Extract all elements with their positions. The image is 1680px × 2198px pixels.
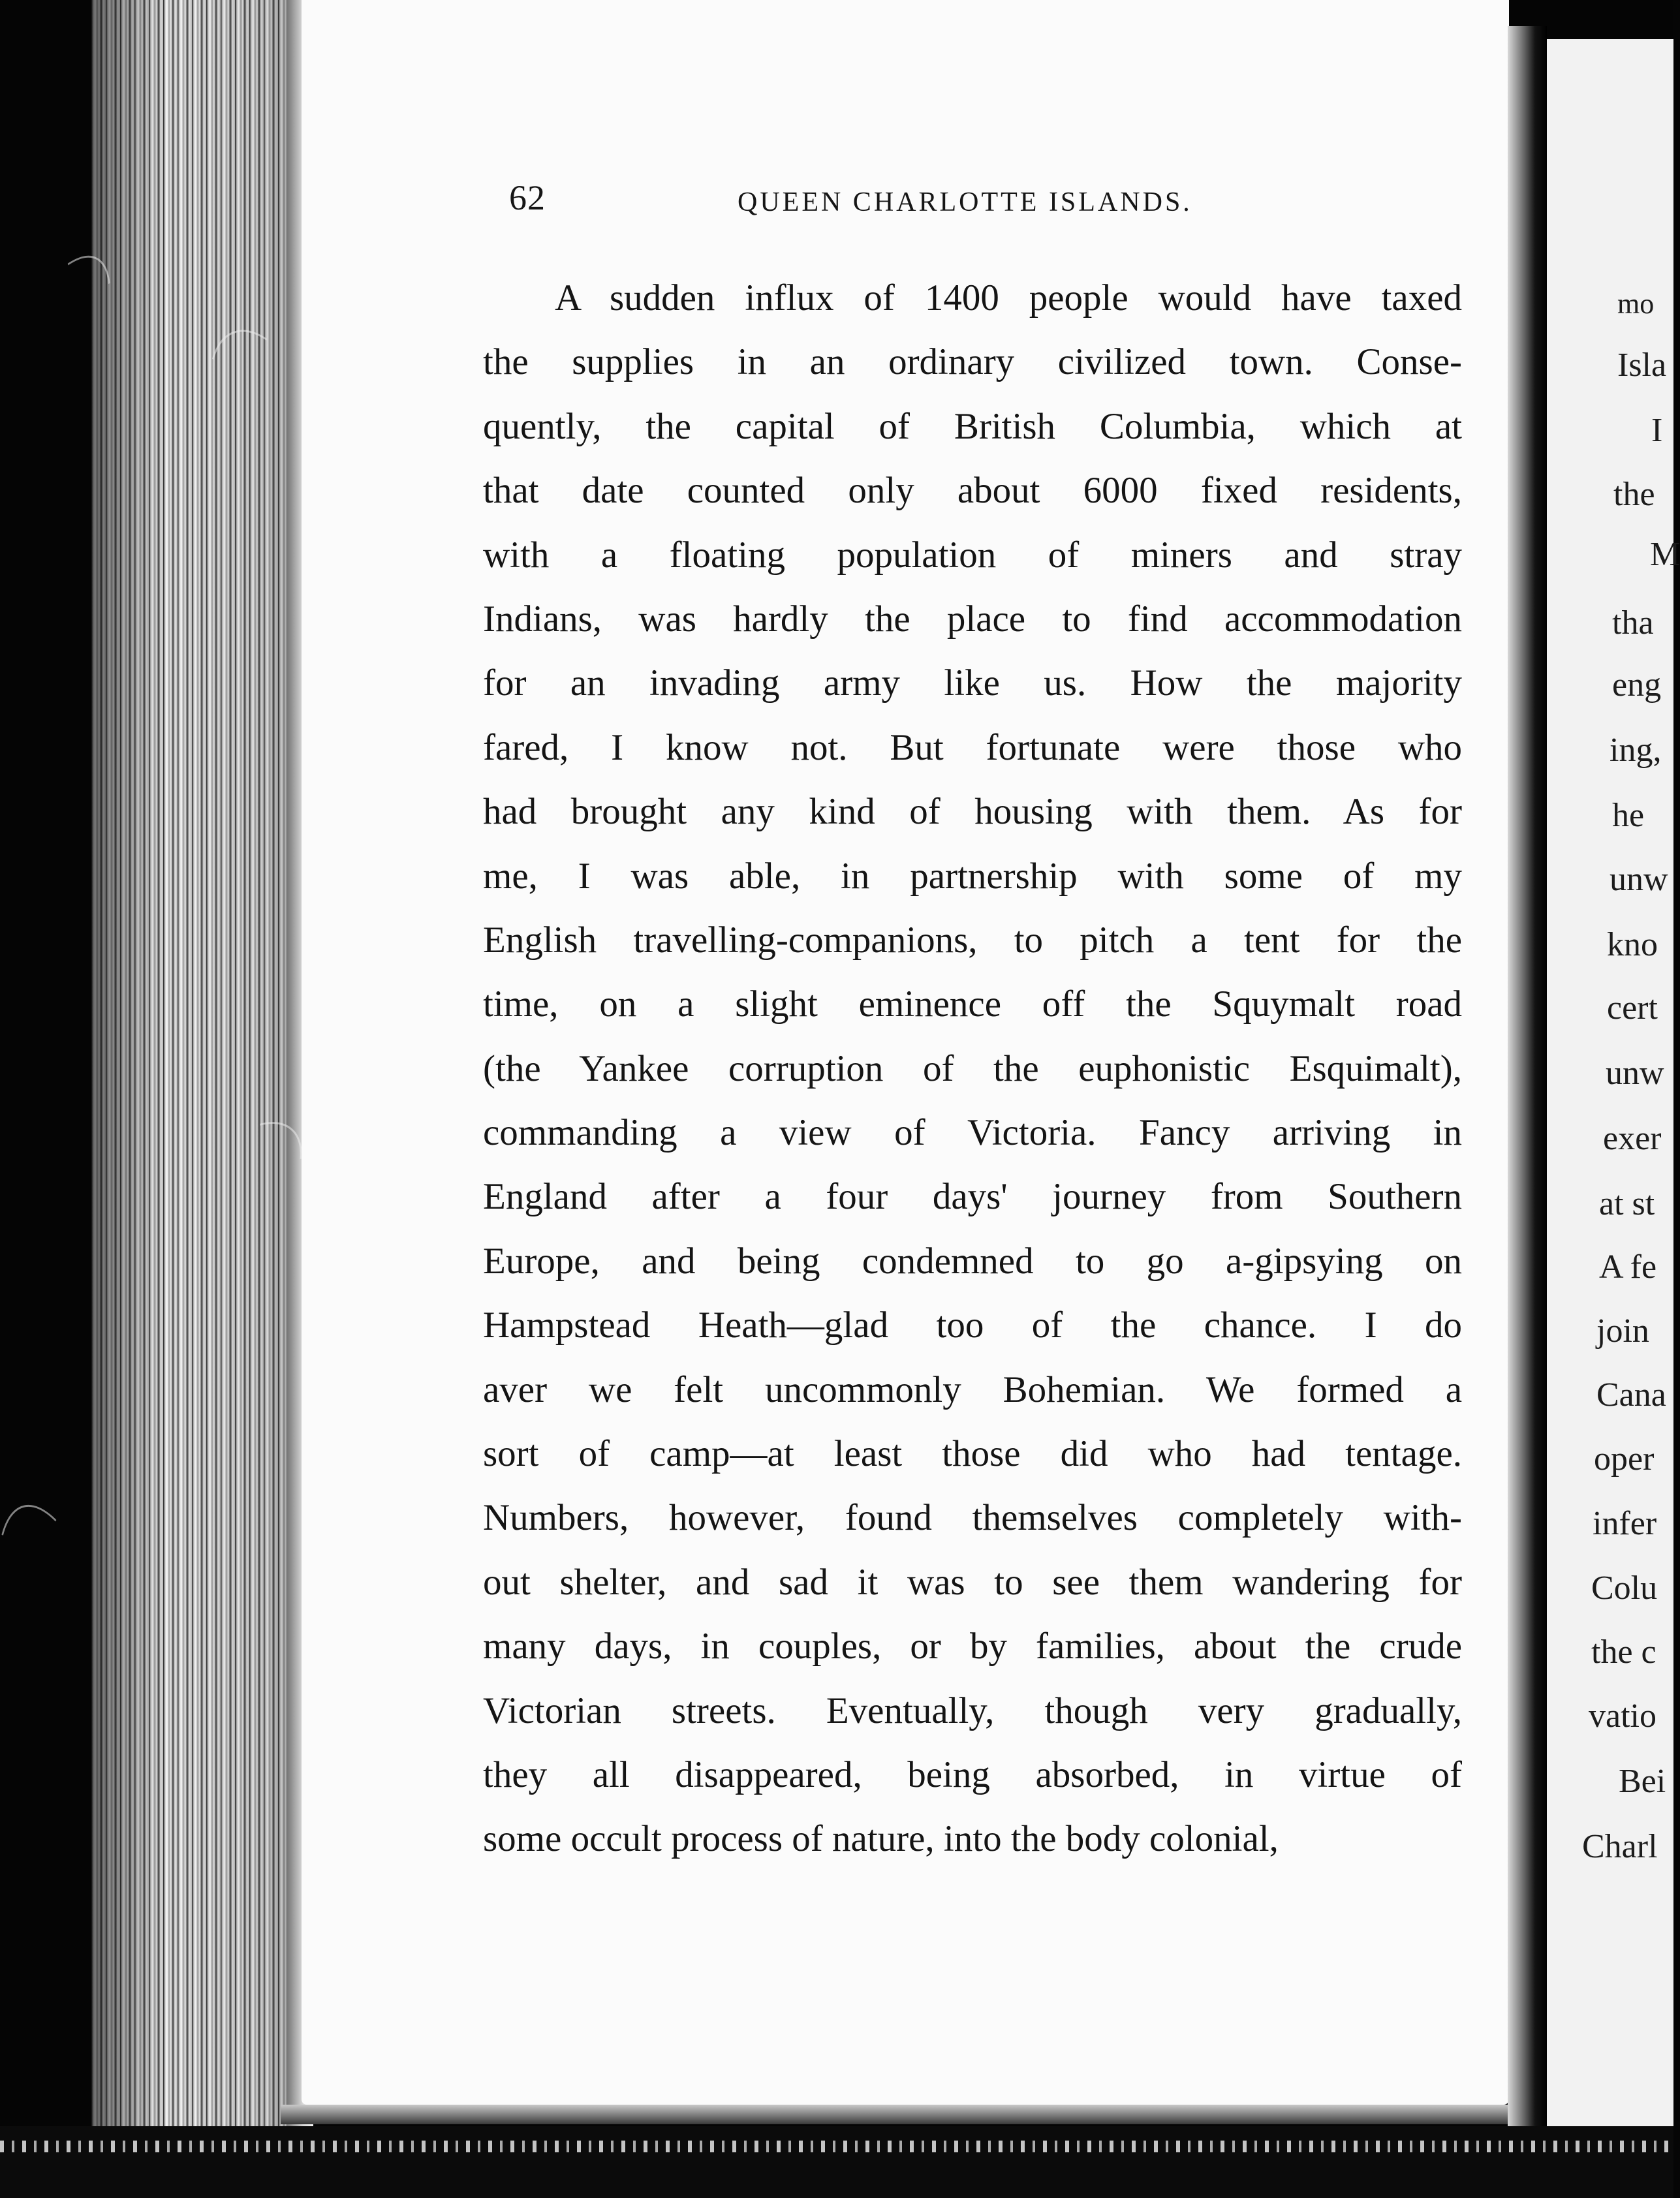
facing-page-fragment: mo (1617, 288, 1655, 320)
facing-page-fragment: eng (1612, 666, 1662, 704)
page-bottom-edge (281, 2105, 1521, 2124)
page-fold-shadow (1508, 26, 1547, 2128)
running-title: QUEEN CHARLOTTE ISLANDS. (738, 187, 1192, 217)
text-line: out shelter, and sad it was to see them wandering for (483, 1561, 1462, 1603)
text-line: many days, in couples, or by families, about the crude (483, 1626, 1462, 1667)
text-line: English travelling-companions, to pitch a tent for the (483, 919, 1462, 961)
text-line: the supplies in an ordinary civilized town. Conse- (483, 341, 1462, 383)
text-line: Victorian streets. Eventually, though very gradually, (483, 1690, 1462, 1731)
page-number: 62 (509, 178, 546, 217)
facing-page-fragment: join (1596, 1312, 1649, 1350)
facing-page-fragment: M (1650, 536, 1680, 573)
text-line: had brought any kind of housing with them. As for (483, 791, 1462, 833)
facing-page-fragment: Colu (1591, 1570, 1658, 1607)
text-line: commanding a view of Victoria. Fancy arriving in (483, 1112, 1462, 1154)
text-line: England after a four days' journey from Southern (483, 1176, 1462, 1218)
text-line: fared, I know not. But fortunate were those who (483, 726, 1462, 768)
facing-page-fragment: Charl (1582, 1828, 1658, 1865)
facing-page-fragment: at st (1599, 1185, 1655, 1222)
facing-page-fragment: Cana (1596, 1376, 1666, 1414)
text-line: for an invading army like us. How the majority (483, 662, 1462, 704)
facing-page-fragment: cert (1607, 989, 1658, 1027)
text-line: with a floating population of miners and stray (483, 534, 1462, 576)
facing-page-fragment: kno (1607, 926, 1658, 963)
scan-bottom-border (0, 2126, 1673, 2198)
text-line: aver we felt uncommonly Bohemian. We formed a (483, 1369, 1462, 1410)
facing-page-fragment: unw (1610, 861, 1668, 898)
running-head (509, 178, 1253, 223)
facing-page-fragment: vatio (1589, 1697, 1657, 1735)
facing-page-fragment: he (1612, 797, 1645, 834)
text-line: Numbers, however, found themselves completely with- (483, 1497, 1462, 1539)
text-line: quently, the capital of British Columbia, which at (483, 405, 1462, 447)
facing-page-fragment: oper (1594, 1440, 1655, 1478)
body-paragraph (483, 266, 1462, 1872)
text-line: Europe, and being condemned to go a-gipsying on (483, 1240, 1462, 1282)
text-line: A sudden influx of 1400 people would have taxed (555, 277, 1462, 318)
facing-page-fragment: infer (1593, 1505, 1657, 1542)
facing-page-fragment: tha (1612, 604, 1654, 642)
text-line: sort of camp—at least those did who had tentage. (483, 1433, 1462, 1475)
facing-page-fragment: ing, (1610, 732, 1662, 769)
facing-page-fragment: I (1651, 412, 1663, 449)
facing-page-fragment: exer (1603, 1120, 1662, 1157)
facing-page-fragment: A fe (1599, 1248, 1657, 1286)
facing-page-fragment: Isla (1617, 347, 1667, 384)
text-line: (the Yankee corruption of the euphonistic Esquimalt), (483, 1047, 1462, 1089)
text-line: Indians, was hardly the place to find accommodation (483, 598, 1462, 640)
text-line: some occult process of nature, into the body colonial, (483, 1818, 1279, 1860)
page-edges-shading (91, 0, 307, 2198)
film-edge-marks (0, 2141, 1673, 2152)
text-line: they all disappeared, being absorbed, in virtue of (483, 1754, 1462, 1795)
text-line: that date counted only about 6000 fixed residents, (483, 470, 1462, 512)
text-line: me, I was able, in partnership with some of my (483, 855, 1462, 897)
facing-page-fragment: Bei (1619, 1763, 1666, 1800)
text-line: time, on a slight eminence off the Squymalt road (483, 983, 1462, 1025)
facing-page-fragment: the c (1591, 1633, 1657, 1671)
facing-page-fragment: the (1613, 476, 1655, 513)
text-line: Hampstead Heath—glad too of the chance. I do (483, 1305, 1462, 1346)
facing-page-fragment: unw (1606, 1055, 1664, 1092)
